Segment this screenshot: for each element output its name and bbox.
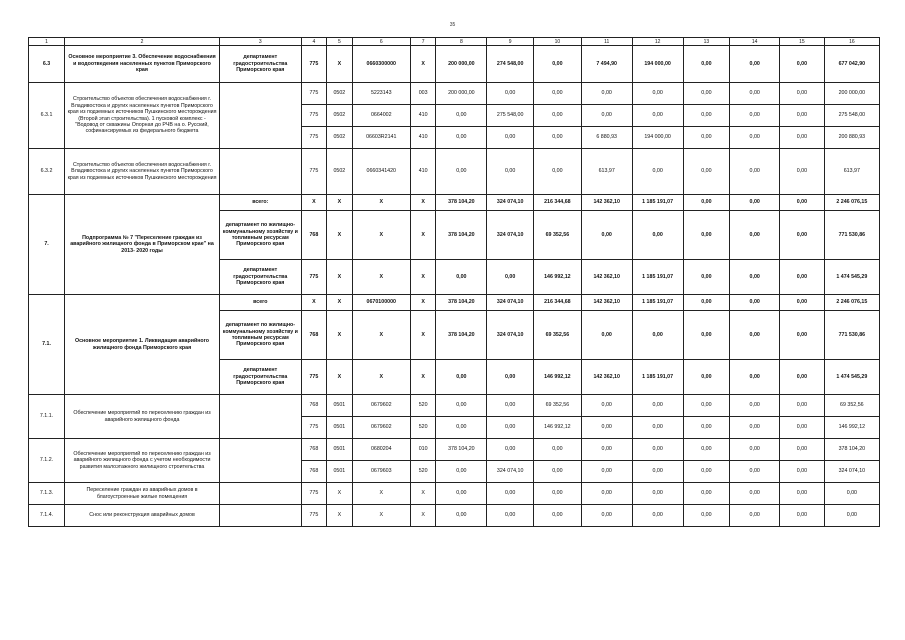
amount-cell-14: 0,00 [730,149,780,195]
amount-cell-12: 0,00 [632,211,683,260]
amount-cell-15: 0,00 [780,505,825,527]
amount-cell-11: 142 362,10 [581,295,632,311]
table-row [29,149,880,195]
row-index-cell: 7. [29,195,65,295]
amount-cell-9: 0,00 [487,439,534,461]
amount-cell-10: 146 992,12 [534,417,582,439]
amount-cell-15: 0,00 [780,195,825,211]
amount-cell-14: 0,00 [730,461,780,483]
ministry-code-cell: 775 [301,46,326,83]
executor-cell: всего: [219,195,301,211]
amount-cell-9: 324 074,10 [487,311,534,360]
amount-cell-10: 69 352,56 [534,395,582,417]
column-number-cell: 3 [219,38,301,46]
description-cell: Основное мероприятие 3. Обеспечение водоснабжения и водоотведения населенных пунктов Приморского края [65,46,220,83]
amount-cell-15: 0,00 [780,461,825,483]
amount-cell-12: 1 185 191,07 [632,260,683,295]
amount-cell-15: 0,00 [780,417,825,439]
amount-cell-9: 0,00 [487,417,534,439]
description-cell: Снос или реконструкция аварийных домов [65,505,220,527]
amount-cell-14: 0,00 [730,127,780,149]
section-code-cell: X [327,311,352,360]
column-number-cell: 5 [327,38,352,46]
amount-cell-13: 0,00 [683,439,730,461]
amount-cell-10: 146 992,12 [534,360,582,395]
amount-cell-12: 0,00 [632,505,683,527]
amount-cell-11: 0,00 [581,311,632,360]
amount-cell-8: 0,00 [436,417,487,439]
amount-cell-14: 0,00 [730,46,780,83]
expense-type-cell: 003 [410,83,435,105]
amount-cell-11: 142 362,10 [581,360,632,395]
expense-type-cell: 520 [410,417,435,439]
amount-cell-14: 0,00 [730,105,780,127]
ministry-code-cell: X [301,295,326,311]
amount-cell-9: 324 074,10 [487,195,534,211]
amount-cell-8: 378 104,20 [436,311,487,360]
row-index-cell: 7.1.1. [29,395,65,439]
column-number-cell: 14 [730,38,780,46]
amount-cell-8: 0,00 [436,149,487,195]
expense-type-cell: X [410,483,435,505]
section-code-cell: X [327,195,352,211]
column-number-cell: 16 [824,38,879,46]
amount-cell-12: 1 185 191,07 [632,295,683,311]
amount-cell-11: 0,00 [581,417,632,439]
amount-cell-12: 194 000,00 [632,127,683,149]
amount-cell-10: 0,00 [534,505,582,527]
amount-cell-10: 0,00 [534,46,582,83]
expense-type-cell: X [410,295,435,311]
amount-cell-9: 0,00 [487,395,534,417]
amount-cell-16: 771 530,86 [824,311,879,360]
target-code-cell: 0670100000 [352,295,410,311]
amount-cell-13: 0,00 [683,505,730,527]
amount-cell-13: 0,00 [683,211,730,260]
amount-cell-16: 0,00 [824,505,879,527]
amount-cell-14: 0,00 [730,417,780,439]
ministry-code-cell: 768 [301,211,326,260]
amount-cell-14: 0,00 [730,83,780,105]
amount-cell-11: 0,00 [581,105,632,127]
amount-cell-9: 324 074,10 [487,211,534,260]
expense-type-cell: 010 [410,439,435,461]
amount-cell-8: 0,00 [436,483,487,505]
section-code-cell: X [327,505,352,527]
row-index-cell: 7.1.3. [29,483,65,505]
amount-cell-8: 0,00 [436,395,487,417]
target-code-cell: X [352,260,410,295]
amount-cell-9: 0,00 [487,260,534,295]
executor-cell [219,149,301,195]
amount-cell-16: 200 000,00 [824,83,879,105]
target-code-cell: X [352,483,410,505]
amount-cell-14: 0,00 [730,195,780,211]
amount-cell-16: 378 104,20 [824,439,879,461]
ministry-code-cell: 775 [301,417,326,439]
expense-type-cell: 410 [410,149,435,195]
target-code-cell: X [352,311,410,360]
section-code-cell: 0501 [327,461,352,483]
amount-cell-9: 0,00 [487,505,534,527]
amount-cell-11: 142 362,10 [581,260,632,295]
amount-cell-10: 0,00 [534,461,582,483]
ministry-code-cell: 768 [301,439,326,461]
section-code-cell: X [327,295,352,311]
expense-type-cell: 520 [410,461,435,483]
expense-type-cell: 410 [410,127,435,149]
amount-cell-9: 0,00 [487,149,534,195]
table-row [29,83,880,105]
amount-cell-13: 0,00 [683,105,730,127]
amount-cell-11: 0,00 [581,83,632,105]
amount-cell-10: 0,00 [534,149,582,195]
amount-cell-11: 0,00 [581,439,632,461]
section-code-cell: 0502 [327,83,352,105]
target-code-cell: 0679603 [352,461,410,483]
amount-cell-15: 0,00 [780,127,825,149]
expense-type-cell: X [410,360,435,395]
column-number-cell: 13 [683,38,730,46]
section-code-cell: X [327,211,352,260]
expense-type-cell: X [410,211,435,260]
section-code-cell: X [327,360,352,395]
column-number-cell: 8 [436,38,487,46]
amount-cell-11: 0,00 [581,483,632,505]
amount-cell-11: 0,00 [581,211,632,260]
amount-cell-14: 0,00 [730,483,780,505]
amount-cell-16: 2 246 076,15 [824,295,879,311]
target-code-cell: 0660341420 [352,149,410,195]
amount-cell-16: 200 880,93 [824,127,879,149]
amount-cell-12: 0,00 [632,105,683,127]
amount-cell-9: 324 074,10 [487,295,534,311]
amount-cell-10: 0,00 [534,105,582,127]
executor-cell: департамент градостроительства Приморского края [219,260,301,295]
amount-cell-14: 0,00 [730,505,780,527]
column-number-cell: 11 [581,38,632,46]
row-index-cell: 7.1. [29,295,65,395]
amount-cell-13: 0,00 [683,461,730,483]
ministry-code-cell: 775 [301,505,326,527]
description-cell: Переселение граждан из аварийных домов в благоустроенные жилые помещения [65,483,220,505]
expense-type-cell: X [410,46,435,83]
column-number-cell: 1 [29,38,65,46]
amount-cell-15: 0,00 [780,211,825,260]
description-cell: Строительство объектов обеспечения водоснабжения г. Владивостока и других населенных пунктов Приморского края из подземных источников Пушкинского месторождения (Второй этап строительства). 1 пусковой комплекс - "Водовод от скважины Опорная до РЧВ на о. Русский, софинансируемых из федерального бюджета [65,83,220,149]
amount-cell-16: 771 530,86 [824,211,879,260]
ministry-code-cell: 775 [301,105,326,127]
amount-cell-14: 0,00 [730,439,780,461]
amount-cell-15: 0,00 [780,360,825,395]
amount-cell-9: 0,00 [487,360,534,395]
table-row [29,395,880,417]
section-code-cell: 0501 [327,439,352,461]
amount-cell-10: 0,00 [534,127,582,149]
amount-cell-10: 0,00 [534,483,582,505]
amount-cell-14: 0,00 [730,360,780,395]
amount-cell-13: 0,00 [683,395,730,417]
target-code-cell: 0680204 [352,439,410,461]
amount-cell-13: 0,00 [683,195,730,211]
column-number-cell: 9 [487,38,534,46]
row-index-cell: 6.3.2 [29,149,65,195]
target-code-cell: 5223143 [352,83,410,105]
amount-cell-12: 0,00 [632,417,683,439]
section-code-cell: 0501 [327,395,352,417]
amount-cell-14: 0,00 [730,311,780,360]
amount-cell-12: 0,00 [632,395,683,417]
amount-cell-13: 0,00 [683,360,730,395]
table-row [29,295,880,311]
amount-cell-16: 1 474 545,29 [824,260,879,295]
amount-cell-15: 0,00 [780,295,825,311]
ministry-code-cell: 775 [301,483,326,505]
amount-cell-14: 0,00 [730,395,780,417]
amount-cell-13: 0,00 [683,417,730,439]
description-cell: Основное мероприятие 1. Ликвидация аварийного жилищного фонда Приморского края [65,295,220,395]
executor-cell [219,83,301,149]
executor-cell: департамент по жилищно-коммунальному хозяйству и топливным ресурсам Приморского края [219,311,301,360]
column-number-row [29,38,880,46]
expense-type-cell: X [410,260,435,295]
column-number-cell: 15 [780,38,825,46]
amount-cell-12: 0,00 [632,483,683,505]
ministry-code-cell: 775 [301,149,326,195]
amount-cell-10: 216 344,68 [534,295,582,311]
ministry-code-cell: 775 [301,83,326,105]
amount-cell-13: 0,00 [683,46,730,83]
amount-cell-15: 0,00 [780,149,825,195]
executor-cell: департамент градостроительства Приморского края [219,46,301,83]
amount-cell-8: 378 104,20 [436,439,487,461]
executor-cell [219,483,301,505]
amount-cell-15: 0,00 [780,483,825,505]
expense-type-cell: X [410,505,435,527]
section-code-cell: X [327,46,352,83]
section-code-cell: X [327,483,352,505]
table-row [29,195,880,211]
executor-cell: департамент по жилищно-коммунальному хозяйству и топливным ресурсам Приморского края [219,211,301,260]
amount-cell-10: 69 352,56 [534,211,582,260]
amount-cell-12: 194 000,00 [632,46,683,83]
amount-cell-8: 0,00 [436,105,487,127]
amount-cell-15: 0,00 [780,311,825,360]
page-number: 35 [449,22,456,28]
amount-cell-8: 200 000,00 [436,83,487,105]
description-cell: Подпрограмма № 7 "Переселение граждан из аварийного жилищного фонда в Приморском крае" на 2013- 2020 годы [65,195,220,295]
section-code-cell: X [327,260,352,295]
amount-cell-16: 2 246 076,15 [824,195,879,211]
amount-cell-8: 378 104,20 [436,211,487,260]
row-index-cell: 7.1.4. [29,505,65,527]
section-code-cell: 0502 [327,149,352,195]
amount-cell-10: 69 352,56 [534,311,582,360]
expense-type-cell: X [410,195,435,211]
amount-cell-12: 0,00 [632,439,683,461]
amount-cell-13: 0,00 [683,127,730,149]
amount-cell-15: 0,00 [780,46,825,83]
amount-cell-12: 0,00 [632,149,683,195]
amount-cell-11: 142 362,10 [581,195,632,211]
ministry-code-cell: X [301,195,326,211]
ministry-code-cell: 775 [301,260,326,295]
amount-cell-8: 200 000,00 [436,46,487,83]
target-code-cell: 0664002 [352,105,410,127]
amount-cell-9: 324 074,10 [487,461,534,483]
ministry-code-cell: 768 [301,311,326,360]
target-code-cell: X [352,505,410,527]
target-code-cell: X [352,360,410,395]
amount-cell-10: 216 344,68 [534,195,582,211]
column-number-cell: 10 [534,38,582,46]
amount-cell-10: 0,00 [534,83,582,105]
amount-cell-12: 0,00 [632,83,683,105]
column-number-cell: 6 [352,38,410,46]
amount-cell-16: 1 474 545,29 [824,360,879,395]
ministry-code-cell: 775 [301,127,326,149]
amount-cell-16: 275 548,00 [824,105,879,127]
amount-cell-8: 0,00 [436,127,487,149]
target-code-cell: X [352,195,410,211]
amount-cell-14: 0,00 [730,295,780,311]
amount-cell-15: 0,00 [780,439,825,461]
expense-type-cell: 410 [410,105,435,127]
amount-cell-11: 6 880,93 [581,127,632,149]
table-row [29,505,880,527]
amount-cell-16: 677 042,90 [824,46,879,83]
table-row [29,46,880,83]
amount-cell-15: 0,00 [780,105,825,127]
amount-cell-9: 274 548,00 [487,46,534,83]
amount-cell-13: 0,00 [683,149,730,195]
amount-cell-15: 0,00 [780,83,825,105]
executor-cell [219,395,301,439]
amount-cell-11: 7 494,90 [581,46,632,83]
column-number-cell: 4 [301,38,326,46]
ministry-code-cell: 775 [301,360,326,395]
column-number-cell: 2 [65,38,220,46]
amount-cell-8: 378 104,20 [436,295,487,311]
amount-cell-9: 275 548,00 [487,105,534,127]
target-code-cell: 0660300000 [352,46,410,83]
amount-cell-8: 0,00 [436,360,487,395]
description-cell: Строительство объектов обеспечения водоснабжения г. Владивостока и других населенных пунктов Приморского края из подземных источников Пушкинского месторождения [65,149,220,195]
amount-cell-9: 0,00 [487,483,534,505]
amount-cell-13: 0,00 [683,83,730,105]
executor-cell [219,505,301,527]
amount-cell-9: 0,00 [487,127,534,149]
amount-cell-16: 0,00 [824,483,879,505]
amount-cell-13: 0,00 [683,260,730,295]
ministry-code-cell: 768 [301,461,326,483]
target-code-cell: 0679602 [352,417,410,439]
executor-cell: департамент градостроительства Приморского края [219,360,301,395]
table-row [29,483,880,505]
amount-cell-8: 0,00 [436,505,487,527]
ministry-code-cell: 768 [301,395,326,417]
amount-cell-13: 0,00 [683,311,730,360]
description-cell: Обеспечение мероприятий по переселению граждан из аварийного жилищного фонда [65,395,220,439]
amount-cell-12: 0,00 [632,311,683,360]
amount-cell-12: 1 185 191,07 [632,360,683,395]
amount-cell-14: 0,00 [730,211,780,260]
row-index-cell: 6.3.1 [29,83,65,149]
section-code-cell: 0502 [327,105,352,127]
amount-cell-11: 0,00 [581,461,632,483]
target-code-cell: 06603R2141 [352,127,410,149]
amount-cell-8: 0,00 [436,461,487,483]
section-code-cell: 0502 [327,127,352,149]
executor-cell: всего [219,295,301,311]
amount-cell-11: 0,00 [581,505,632,527]
amount-cell-16: 146 992,12 [824,417,879,439]
amount-cell-12: 1 185 191,07 [632,195,683,211]
table-row [29,439,880,461]
column-number-cell: 12 [632,38,683,46]
target-code-cell: X [352,211,410,260]
expense-type-cell: 520 [410,395,435,417]
amount-cell-13: 0,00 [683,483,730,505]
section-code-cell: 0501 [327,417,352,439]
amount-cell-11: 0,00 [581,395,632,417]
amount-cell-9: 0,00 [487,83,534,105]
amount-cell-10: 146 992,12 [534,260,582,295]
amount-cell-14: 0,00 [730,260,780,295]
amount-cell-15: 0,00 [780,395,825,417]
amount-cell-12: 0,00 [632,461,683,483]
amount-cell-16: 613,97 [824,149,879,195]
row-index-cell: 7.1.2. [29,439,65,483]
amount-cell-16: 324 074,10 [824,461,879,483]
executor-cell [219,439,301,483]
amount-cell-13: 0,00 [683,295,730,311]
amount-cell-8: 378 104,20 [436,195,487,211]
amount-cell-11: 613,97 [581,149,632,195]
amount-cell-15: 0,00 [780,260,825,295]
row-index-cell: 6.3 [29,46,65,83]
table-body [29,38,880,527]
description-cell: Обеспечение мероприятий по переселению граждан из аварийного жилищного фонда с учетом необходимости развития малоэтажного жилищного строительства [65,439,220,483]
target-code-cell: 0679602 [352,395,410,417]
column-number-cell: 7 [410,38,435,46]
program-table [28,37,880,527]
expense-type-cell: X [410,311,435,360]
amount-cell-16: 69 352,56 [824,395,879,417]
amount-cell-8: 0,00 [436,260,487,295]
amount-cell-10: 0,00 [534,439,582,461]
